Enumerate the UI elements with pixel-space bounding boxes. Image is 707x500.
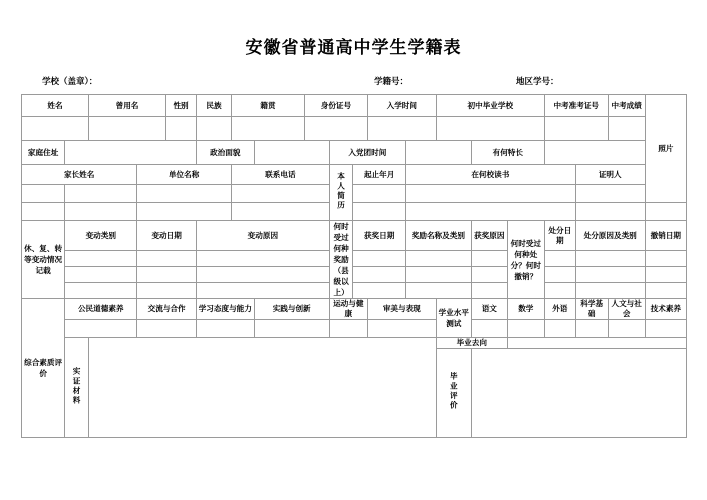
- value-enrollment-time[interactable]: [367, 117, 436, 141]
- value-work-unit-1[interactable]: [137, 185, 232, 203]
- value-punish-reason-3[interactable]: [575, 283, 645, 299]
- label-revoke-date: 撤销日期: [645, 221, 686, 251]
- header-former-name: 曾用名: [88, 95, 165, 117]
- page-title: 安徽省普通高中学生学籍表: [245, 38, 462, 58]
- label-dimension-aesthetics: 审美与表现: [367, 299, 436, 320]
- table-row-change-headers: [22, 221, 687, 251]
- header-field-row: [0, 66, 707, 92]
- value-political-status[interactable]: [254, 141, 329, 165]
- value-subject-science-basics[interactable]: [575, 320, 608, 338]
- label-subject-foreign-language: 外语: [544, 299, 575, 320]
- value-parent-name-1a[interactable]: [22, 185, 65, 203]
- label-award-reason: 获奖原因: [471, 221, 507, 251]
- label-subject-technology: 技术素养: [645, 299, 686, 320]
- label-change-type: 变动类别: [65, 221, 137, 251]
- header-enrollment-time: 入学时间: [367, 95, 436, 117]
- label-evidence-material: 实证材料: [65, 338, 89, 438]
- value-parent-name-2a[interactable]: [22, 203, 65, 221]
- label-change-date: 变动日期: [137, 221, 197, 251]
- value-dimension-communication[interactable]: [137, 320, 197, 338]
- value-punish-reason-1[interactable]: [575, 251, 645, 267]
- student-id-field-label: 学籍号：: [374, 77, 409, 87]
- table-row-parent-values-2: [22, 203, 687, 221]
- value-contact-phone-2[interactable]: [231, 203, 329, 221]
- value-revoke-date-1[interactable]: [645, 251, 686, 267]
- label-quality-evaluation-section: 综合素质评价: [22, 299, 65, 438]
- value-change-reason-2[interactable]: [196, 267, 329, 283]
- value-award-name-2[interactable]: [405, 267, 471, 283]
- label-contact-phone: 联系电话: [231, 165, 329, 185]
- photo-cell: 照片: [645, 95, 686, 203]
- value-punish-reason-2[interactable]: [575, 267, 645, 283]
- value-resume-certifier-2[interactable]: [575, 203, 645, 221]
- label-certifier: 证明人: [575, 165, 645, 185]
- value-change-date-3[interactable]: [137, 283, 197, 299]
- label-home-address: 家庭住址: [22, 141, 65, 165]
- student-record-table: [21, 94, 687, 438]
- header-name: 姓名: [22, 95, 89, 117]
- table-row-change-values-3: [22, 283, 687, 299]
- label-graduation-destination: 毕业去向: [436, 338, 507, 349]
- value-punish-date-2[interactable]: [544, 267, 575, 283]
- school-seal-field-label: 学校（盖章）：: [42, 77, 98, 87]
- label-subject-math: 数学: [507, 299, 544, 320]
- value-change-type-1[interactable]: [65, 251, 137, 267]
- label-dimension-civic-morality: 公民道德素养: [65, 299, 137, 320]
- value-subject-technology[interactable]: [645, 320, 686, 338]
- value-exam-ticket[interactable]: [544, 117, 608, 141]
- value-dimension-civic-morality[interactable]: [65, 320, 137, 338]
- label-status-change-section: 休、复、转等变动情况记载: [22, 221, 65, 299]
- header-exam-score: 中考成绩: [608, 95, 645, 117]
- label-punish-reason: 处分原因及类别: [575, 221, 645, 251]
- value-subject-chinese[interactable]: [471, 320, 507, 338]
- label-subject-humanities-society: 人文与社会: [608, 299, 645, 320]
- value-id-number[interactable]: [305, 117, 368, 141]
- value-revoke-date-3[interactable]: [645, 283, 686, 299]
- value-award-reason-3[interactable]: [471, 283, 507, 299]
- table-row-address: [22, 141, 687, 165]
- value-former-name[interactable]: [88, 117, 165, 141]
- label-work-unit: 单位名称: [137, 165, 232, 185]
- label-academic-level-test: 学业水平测试: [436, 299, 471, 338]
- value-change-reason-3[interactable]: [196, 283, 329, 299]
- value-change-date-1[interactable]: [137, 251, 197, 267]
- value-dimension-learning-attitude[interactable]: [196, 320, 254, 338]
- label-dimension-learning-attitude: 学习态度与能力: [196, 299, 254, 320]
- value-subject-humanities-society[interactable]: [608, 320, 645, 338]
- label-graduation-evaluation: 毕业评价: [436, 349, 471, 438]
- value-graduation-evaluation[interactable]: [471, 349, 686, 438]
- value-change-reason-1[interactable]: [196, 251, 329, 267]
- value-dimension-practice-innovation[interactable]: [254, 320, 329, 338]
- value-evidence-material[interactable]: [88, 338, 436, 438]
- header-native-place: 籍贯: [231, 95, 304, 117]
- value-resume-school-2[interactable]: [405, 203, 575, 221]
- value-exam-score[interactable]: [608, 117, 645, 141]
- value-party-join-time[interactable]: [405, 141, 471, 165]
- value-home-address[interactable]: [65, 141, 197, 165]
- value-award-reason-1[interactable]: [471, 251, 507, 267]
- label-award-date: 获奖日期: [353, 221, 405, 251]
- value-award-date-2[interactable]: [353, 267, 405, 283]
- value-punish-date-1[interactable]: [544, 251, 575, 267]
- header-gender: 性别: [166, 95, 197, 117]
- value-ethnicity[interactable]: [196, 117, 231, 141]
- label-party-join-time: 入党团时间: [329, 141, 405, 165]
- label-punishment-question: 何时受过何种处分？何时撤销？: [507, 221, 544, 299]
- label-award-name: 奖励名称及类别: [405, 221, 471, 251]
- label-personal-resume: 本人简历: [329, 165, 353, 221]
- value-resume-date-1[interactable]: [353, 185, 405, 203]
- label-start-end-date: 起止年月: [353, 165, 405, 185]
- label-dimension-communication: 交流与合作: [137, 299, 197, 320]
- district-id-field-label: 地区学号：: [516, 77, 559, 87]
- label-dimension-sports-health: 运动与健康: [329, 299, 367, 320]
- value-resume-school-1[interactable]: [405, 185, 575, 203]
- value-subject-math[interactable]: [507, 320, 544, 338]
- label-parent-name: 家长姓名: [22, 165, 137, 185]
- value-award-date-1[interactable]: [353, 251, 405, 267]
- value-parent-name-1b[interactable]: [65, 185, 137, 203]
- value-graduation-destination[interactable]: [507, 338, 686, 349]
- label-punish-date: 处分日期: [544, 221, 575, 251]
- value-resume-certifier-1[interactable]: [575, 185, 645, 203]
- value-revoke-date-2[interactable]: [645, 267, 686, 283]
- table-row-change-values-1: [22, 251, 687, 267]
- header-id-number: 身份证号: [305, 95, 368, 117]
- value-subject-foreign-language[interactable]: [544, 320, 575, 338]
- table-row-evidence-and-destination: [22, 338, 687, 349]
- label-subject-science-basics: 科学基础: [575, 299, 608, 320]
- label-school-attended: 在何校读书: [405, 165, 575, 185]
- label-political-status: 政治面貌: [196, 141, 254, 165]
- table-row-quality-headers: [22, 299, 687, 320]
- table-row-basic-values: [22, 117, 687, 141]
- header-exam-ticket: 中考准考证号: [544, 95, 608, 117]
- value-contact-phone-1[interactable]: [231, 185, 329, 203]
- label-change-reason: 变动原因: [196, 221, 329, 251]
- value-resume-extra-2[interactable]: [645, 203, 686, 221]
- value-work-unit-2[interactable]: [137, 203, 232, 221]
- value-middle-school[interactable]: [436, 117, 544, 141]
- value-parent-name-2b[interactable]: [65, 203, 137, 221]
- value-change-type-3[interactable]: [65, 283, 137, 299]
- value-change-type-2[interactable]: [65, 267, 137, 283]
- label-dimension-practice-innovation: 实践与创新: [254, 299, 329, 320]
- table-row-change-values-2: [22, 267, 687, 283]
- value-gender[interactable]: [166, 117, 197, 141]
- header-middle-school: 初中毕业学校: [436, 95, 544, 117]
- table-row-basic-headers: [22, 95, 687, 117]
- value-award-name-1[interactable]: [405, 251, 471, 267]
- value-punish-date-3[interactable]: [544, 283, 575, 299]
- value-name[interactable]: [22, 117, 89, 141]
- table-row-parent-values-1: [22, 185, 687, 203]
- value-award-date-3[interactable]: [353, 283, 405, 299]
- value-award-name-3[interactable]: [405, 283, 471, 299]
- label-specialty: 有何特长: [471, 141, 544, 165]
- value-dimension-aesthetics[interactable]: [367, 320, 436, 338]
- table-row-quality-values: [22, 320, 687, 338]
- label-subject-chinese: 语文: [471, 299, 507, 320]
- label-award-question: 何时受过何种奖励（县级以上）: [329, 221, 353, 299]
- value-award-reason-2[interactable]: [471, 267, 507, 283]
- value-change-date-2[interactable]: [137, 267, 197, 283]
- value-dimension-sports-health[interactable]: [329, 320, 367, 338]
- value-resume-date-2[interactable]: [353, 203, 405, 221]
- table-row-parent-headers: [22, 165, 687, 185]
- header-ethnicity: 民族: [196, 95, 231, 117]
- value-native-place[interactable]: [231, 117, 304, 141]
